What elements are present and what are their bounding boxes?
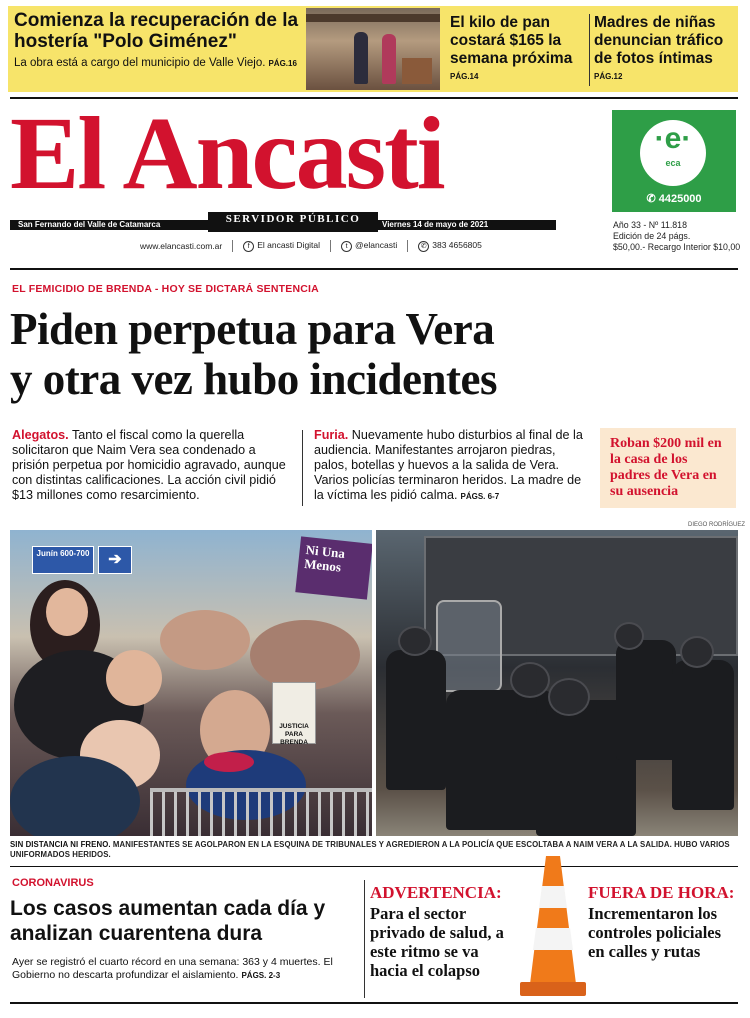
teaser-mothers-page: PÁG.12: [594, 72, 623, 81]
footer-rule: [10, 1002, 738, 1004]
furia-text: Nuevamente hubo disturbios al final de la audiencia. Manifestantes arrojaron piedras, palos, botellas y huevos a la salida de Vera. Varios policías terminaron heridos. La madre de la víctima les pidió calma.: [314, 428, 583, 502]
metal-fence: [150, 788, 372, 836]
teaser-main-summary: La obra está a cargo del municipio de Valle Viejo.: [14, 57, 266, 69]
photo-credit: DIEGO RODRÍGUEZ: [688, 522, 746, 528]
edition-pages: Edición de 24 págs.: [613, 231, 691, 241]
photo-table: [402, 58, 432, 84]
cone-stripe: [533, 928, 573, 950]
cone-body: [530, 856, 576, 984]
photo-figure: [10, 756, 140, 836]
protest-banner: Ni Una Menos: [295, 536, 372, 599]
teaser-mothers[interactable]: [594, 14, 734, 81]
story-column-furia: [314, 428, 590, 504]
photo-face: [46, 588, 88, 636]
advertencia-title: ADVERTENCIA:: [370, 883, 502, 902]
bottom-divider: [364, 880, 365, 998]
teaser-main-page: PÁG.16: [268, 59, 297, 68]
riot-officer: [616, 640, 676, 760]
street-sign: Junín 600-700: [32, 546, 94, 574]
covid-kicker: CORONAVIRUS: [12, 877, 94, 889]
side-box-robbery[interactable]: Roban $200 mil en la casa de los padres de Vera en su ausencia: [600, 428, 736, 508]
photo-beam: [306, 14, 440, 22]
riot-officer: [386, 650, 446, 790]
fuera-de-hora-title: FUERA DE HORA:: [588, 883, 735, 902]
teaser-bread-page: PÁG.14: [450, 72, 479, 81]
cone-base: [520, 982, 586, 996]
alegatos-text: Tanto el fiscal como la querella solicitaron que Naim Vera sea condenado a prisión perpetua por homicidio agravado, aunque con distintas calificaciones. La acción civil pidió $13 millones como resarcimiento.: [12, 428, 286, 502]
teaser-main-text: [14, 57, 304, 70]
photo-person: [382, 34, 396, 84]
social-separator: [330, 240, 331, 252]
caption-text: MANIFESTANTES SE AGOLPARON EN LA ESQUINA DE TRIBUNALES Y AGREDIERON A LA POLICÍA QUE ESCOLTABA A NAIM VERA A LA SALIDA. HUBO VARIOS UNIFORMADOS HERIDOS.: [10, 840, 730, 859]
website-link[interactable]: www.elancasti.com.ar: [140, 241, 223, 251]
twitter-link[interactable]: [341, 240, 397, 251]
covid-headline[interactable]: Los casos aumentan cada día y analizan cuarentena dura: [10, 897, 326, 945]
traffic-cone-icon: [520, 856, 586, 1000]
main-headline[interactable]: [10, 304, 740, 404]
furia-lead: Furia.: [314, 428, 349, 442]
helmet: [398, 626, 432, 656]
masthead-rule: [10, 268, 738, 270]
police-photo: [376, 530, 738, 836]
twitter-icon: t: [341, 241, 352, 252]
story-column-alegatos: [12, 428, 290, 503]
social-separator: [232, 240, 233, 252]
teaser-divider: [589, 14, 590, 86]
social-links: [140, 240, 482, 252]
teaser-main-title[interactable]: Comienza la recuperación de la hostería "Polo Giménez": [14, 10, 299, 52]
main-kicker: EL FEMICIDIO DE BRENDA - HOY SE DICTARÁ SENTENCIA: [12, 283, 319, 295]
eca-logo-text: eca: [665, 158, 681, 168]
helmet: [680, 636, 714, 668]
eca-phone: ✆ 4425000: [646, 193, 702, 205]
photo-crowd: [160, 610, 250, 670]
twitter-label: @elancasti: [355, 240, 398, 251]
whatsapp-icon: ✆: [418, 241, 429, 252]
photo-scarf: [204, 752, 254, 772]
photo-face: [106, 650, 162, 706]
teaser-main[interactable]: [14, 10, 304, 70]
eca-ad[interactable]: [612, 110, 736, 212]
newspaper-logo[interactable]: El Ancasti: [10, 96, 444, 211]
teaser-mothers-title[interactable]: Madres de niñas denuncian tráfico de fotos íntimas: [594, 14, 724, 67]
column-divider: [302, 430, 303, 506]
whatsapp-label: 383 4656805: [432, 240, 482, 251]
teaser-bread[interactable]: [450, 14, 585, 81]
protest-poster: JUSTICIA PARA BRENDA: [272, 682, 316, 744]
covid-summary: Ayer se registró el cuarto récord en una semana: 363 y 4 muertes. El Gobierno no descarta profundizar el aislamiento.: [12, 956, 333, 981]
edition-number: Año 33 - Nº 11.818: [613, 220, 687, 230]
teaser-bread-title[interactable]: El kilo de pan costará $165 la semana próxima: [450, 14, 573, 67]
masthead-city: San Fernando del Valle de Catamarca: [18, 220, 161, 229]
teaser-photo: [306, 8, 440, 90]
advertencia-text[interactable]: Para el sector privado de salud, a este ritmo se va hacia el colapso: [370, 904, 504, 980]
facebook-icon: f: [243, 241, 254, 252]
caption-label: SIN DISTANCIA NI FRENO.: [10, 840, 111, 849]
photo-crowd: [250, 620, 360, 690]
furia-pages: PÁGS. 6-7: [460, 492, 500, 501]
cone-stripe: [539, 886, 567, 908]
alegatos-lead: Alegatos.: [12, 428, 69, 442]
masthead-tagline: [208, 212, 378, 232]
bottom-rule: [10, 866, 738, 867]
helmet: [614, 622, 644, 650]
covid-text: [12, 956, 362, 982]
covid-pages: PÁGS. 2-3: [241, 971, 281, 980]
masthead-date: Viernes 14 de mayo de 2021: [382, 220, 489, 229]
eca-logo: [640, 120, 706, 186]
helmet: [548, 678, 590, 716]
social-separator: [407, 240, 408, 252]
facebook-link[interactable]: [243, 240, 320, 251]
arrow-sign-icon: ➔: [98, 546, 132, 574]
eca-phone-number: 4425000: [658, 193, 702, 205]
headline-line-2: y otra vez hubo incidentes: [10, 354, 497, 404]
protest-photo: [10, 530, 372, 836]
whatsapp-link[interactable]: [418, 240, 482, 251]
edition-price: $50,00.- Recargo Interior $10,00: [613, 242, 741, 252]
facebook-label: El ancasti Digital: [257, 240, 321, 251]
tagline-text: SERVIDOR PÚBLICO: [225, 213, 361, 225]
eca-e-icon: ·e·: [654, 122, 692, 155]
photo-caption: [10, 840, 738, 860]
masthead-banner: [10, 212, 556, 232]
photo-person: [354, 32, 368, 84]
edition-info: [613, 220, 743, 253]
fuera-de-hora-text[interactable]: Incrementaron los controles policiales en calles y rutas: [588, 904, 722, 961]
riot-officer: [672, 660, 734, 810]
headline-line-1: Piden perpetua para Vera: [10, 304, 495, 354]
helmet: [510, 662, 550, 698]
